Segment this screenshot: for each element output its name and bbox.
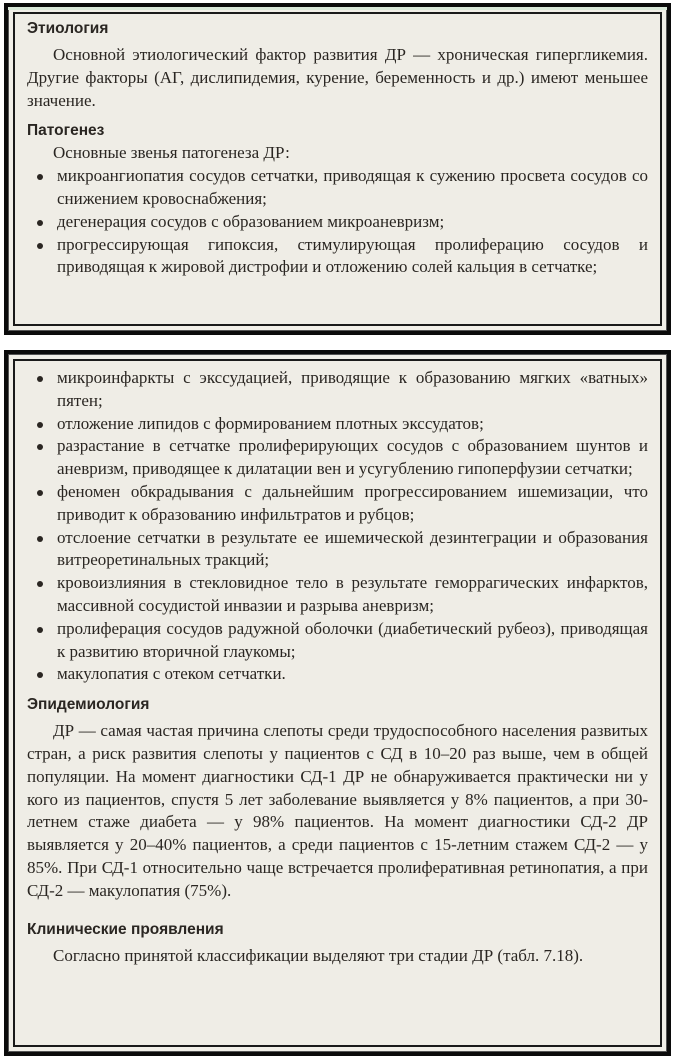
page-fragment-2-content (27, 367, 648, 967)
etiology-heading: Этиология (27, 20, 109, 37)
bullet-icon (37, 627, 43, 633)
list-item (27, 527, 648, 573)
bullet-icon (37, 376, 43, 382)
list-item-text: прогрессирующая гипоксия, стимулирующая пролиферацию сосудов и приводящая к жировой дистрофии и отложению солей кальция в сетчатке; (57, 234, 648, 277)
list-item-text: отслоение сетчатки в результате ее ишемической дезинтеграции и образования витреоретинальных тракций; (57, 527, 648, 570)
bullet-icon (37, 672, 43, 678)
list-item-text: пролиферация сосудов радужной оболочки (диабетический рубеоз), приводящая к развитию вторичной глаукомы; (57, 618, 648, 661)
list-item-text: микроангиопатия сосудов сетчатки, приводящая к сужению просвета сосудов со снижением кровоснабжения; (57, 166, 648, 208)
list-item-text: кровоизлияния в стекловидное тело в результате геморрагических инфарктов, массивной сосудистой инвазии и разрыва аневризм; (57, 573, 648, 615)
epidemiology-paragraph: ДР — самая частая причина слепоты среди трудоспособного населения развитых стран, а риск развития слепоты у пациентов с СД в 10–20 раз выше, чем в общей популяции. На момент диагностики СД-1 ДР не обнаруживается практически ни у кого из пациентов, спустя 5 лет заболевание выявляется у 8% пациентов, а при 30-летнем стаже диабета — у 98% пациентов. На момент диагностики СД-2 ДР выявляется у 20–40% пациентов, а среди пациентов с 15-летним стажем СД-2 — у 85%. При СД-1 относительно чаще встречается пролиферативная ретинопатия, а при СД-2 — макулопатия (75%). (27, 721, 648, 900)
epidemiology-heading: Эпидемиология (27, 696, 150, 714)
page-fragment-2-frame (13, 359, 662, 1047)
list-item-text: разрастание в сетчатке пролиферирующих сосудов с образованием шунтов и аневризм, приводящее к дилатации вен и усугублению гипоперфузии сетчатки; (57, 436, 648, 479)
list-item (27, 618, 648, 664)
etiology-paragraph: Основной этиологический фактор развития ДР — хроническая гипергликемия. Другие факторы (АГ, дислипидемия, курение, беременность и др.) имеют меньшее значение. (27, 45, 648, 110)
bullet-icon (37, 444, 43, 450)
bullet-icon (37, 536, 43, 542)
clinical-paragraph: Согласно принятой классификации выделяют три стадии ДР (табл. 7.18). (53, 945, 584, 965)
bullet-icon (37, 581, 43, 587)
list-item (27, 234, 648, 280)
bullet-icon (37, 243, 43, 249)
list-item (27, 413, 648, 436)
list-item (27, 211, 648, 234)
page-fragment-2 (4, 350, 671, 1056)
pathogenesis-intro: Основные звенья патогенеза ДР: (53, 143, 290, 163)
bullet-icon (37, 174, 43, 180)
pathogenesis-heading: Патогенез (27, 122, 105, 140)
pathogenesis-list-continued (27, 367, 648, 686)
color-strip (8, 7, 667, 10)
list-item (27, 663, 648, 686)
list-item-text: отложение липидов с формированием плотных экссудатов; (57, 413, 484, 433)
list-item (27, 165, 648, 211)
list-item-text: дегенерация сосудов с образованием микроаневризм; (57, 211, 445, 231)
bullet-icon (37, 490, 43, 496)
bullet-icon (37, 422, 43, 428)
page-fragment-1 (4, 3, 671, 335)
bullet-icon (37, 220, 43, 226)
clinical-heading: Клинические проявления (27, 920, 224, 938)
list-item-text: феномен обкрадывания с дальнейшим прогрессированием ишемизации, что приводит к образованию инфильтратов и рубцов; (57, 481, 648, 524)
pathogenesis-list (27, 165, 648, 279)
page-fragment-1-frame (13, 12, 662, 326)
page-fragment-1-content (27, 18, 648, 279)
list-item (27, 481, 648, 527)
list-item-text: микроинфаркты с экссудацией, приводящие к образованию мягких «ватных» пятен; (57, 368, 648, 410)
list-item-text: макулопатия с отеком сетчатки. (57, 664, 286, 684)
list-item (27, 435, 648, 481)
list-item (27, 572, 648, 618)
list-item (27, 367, 648, 413)
